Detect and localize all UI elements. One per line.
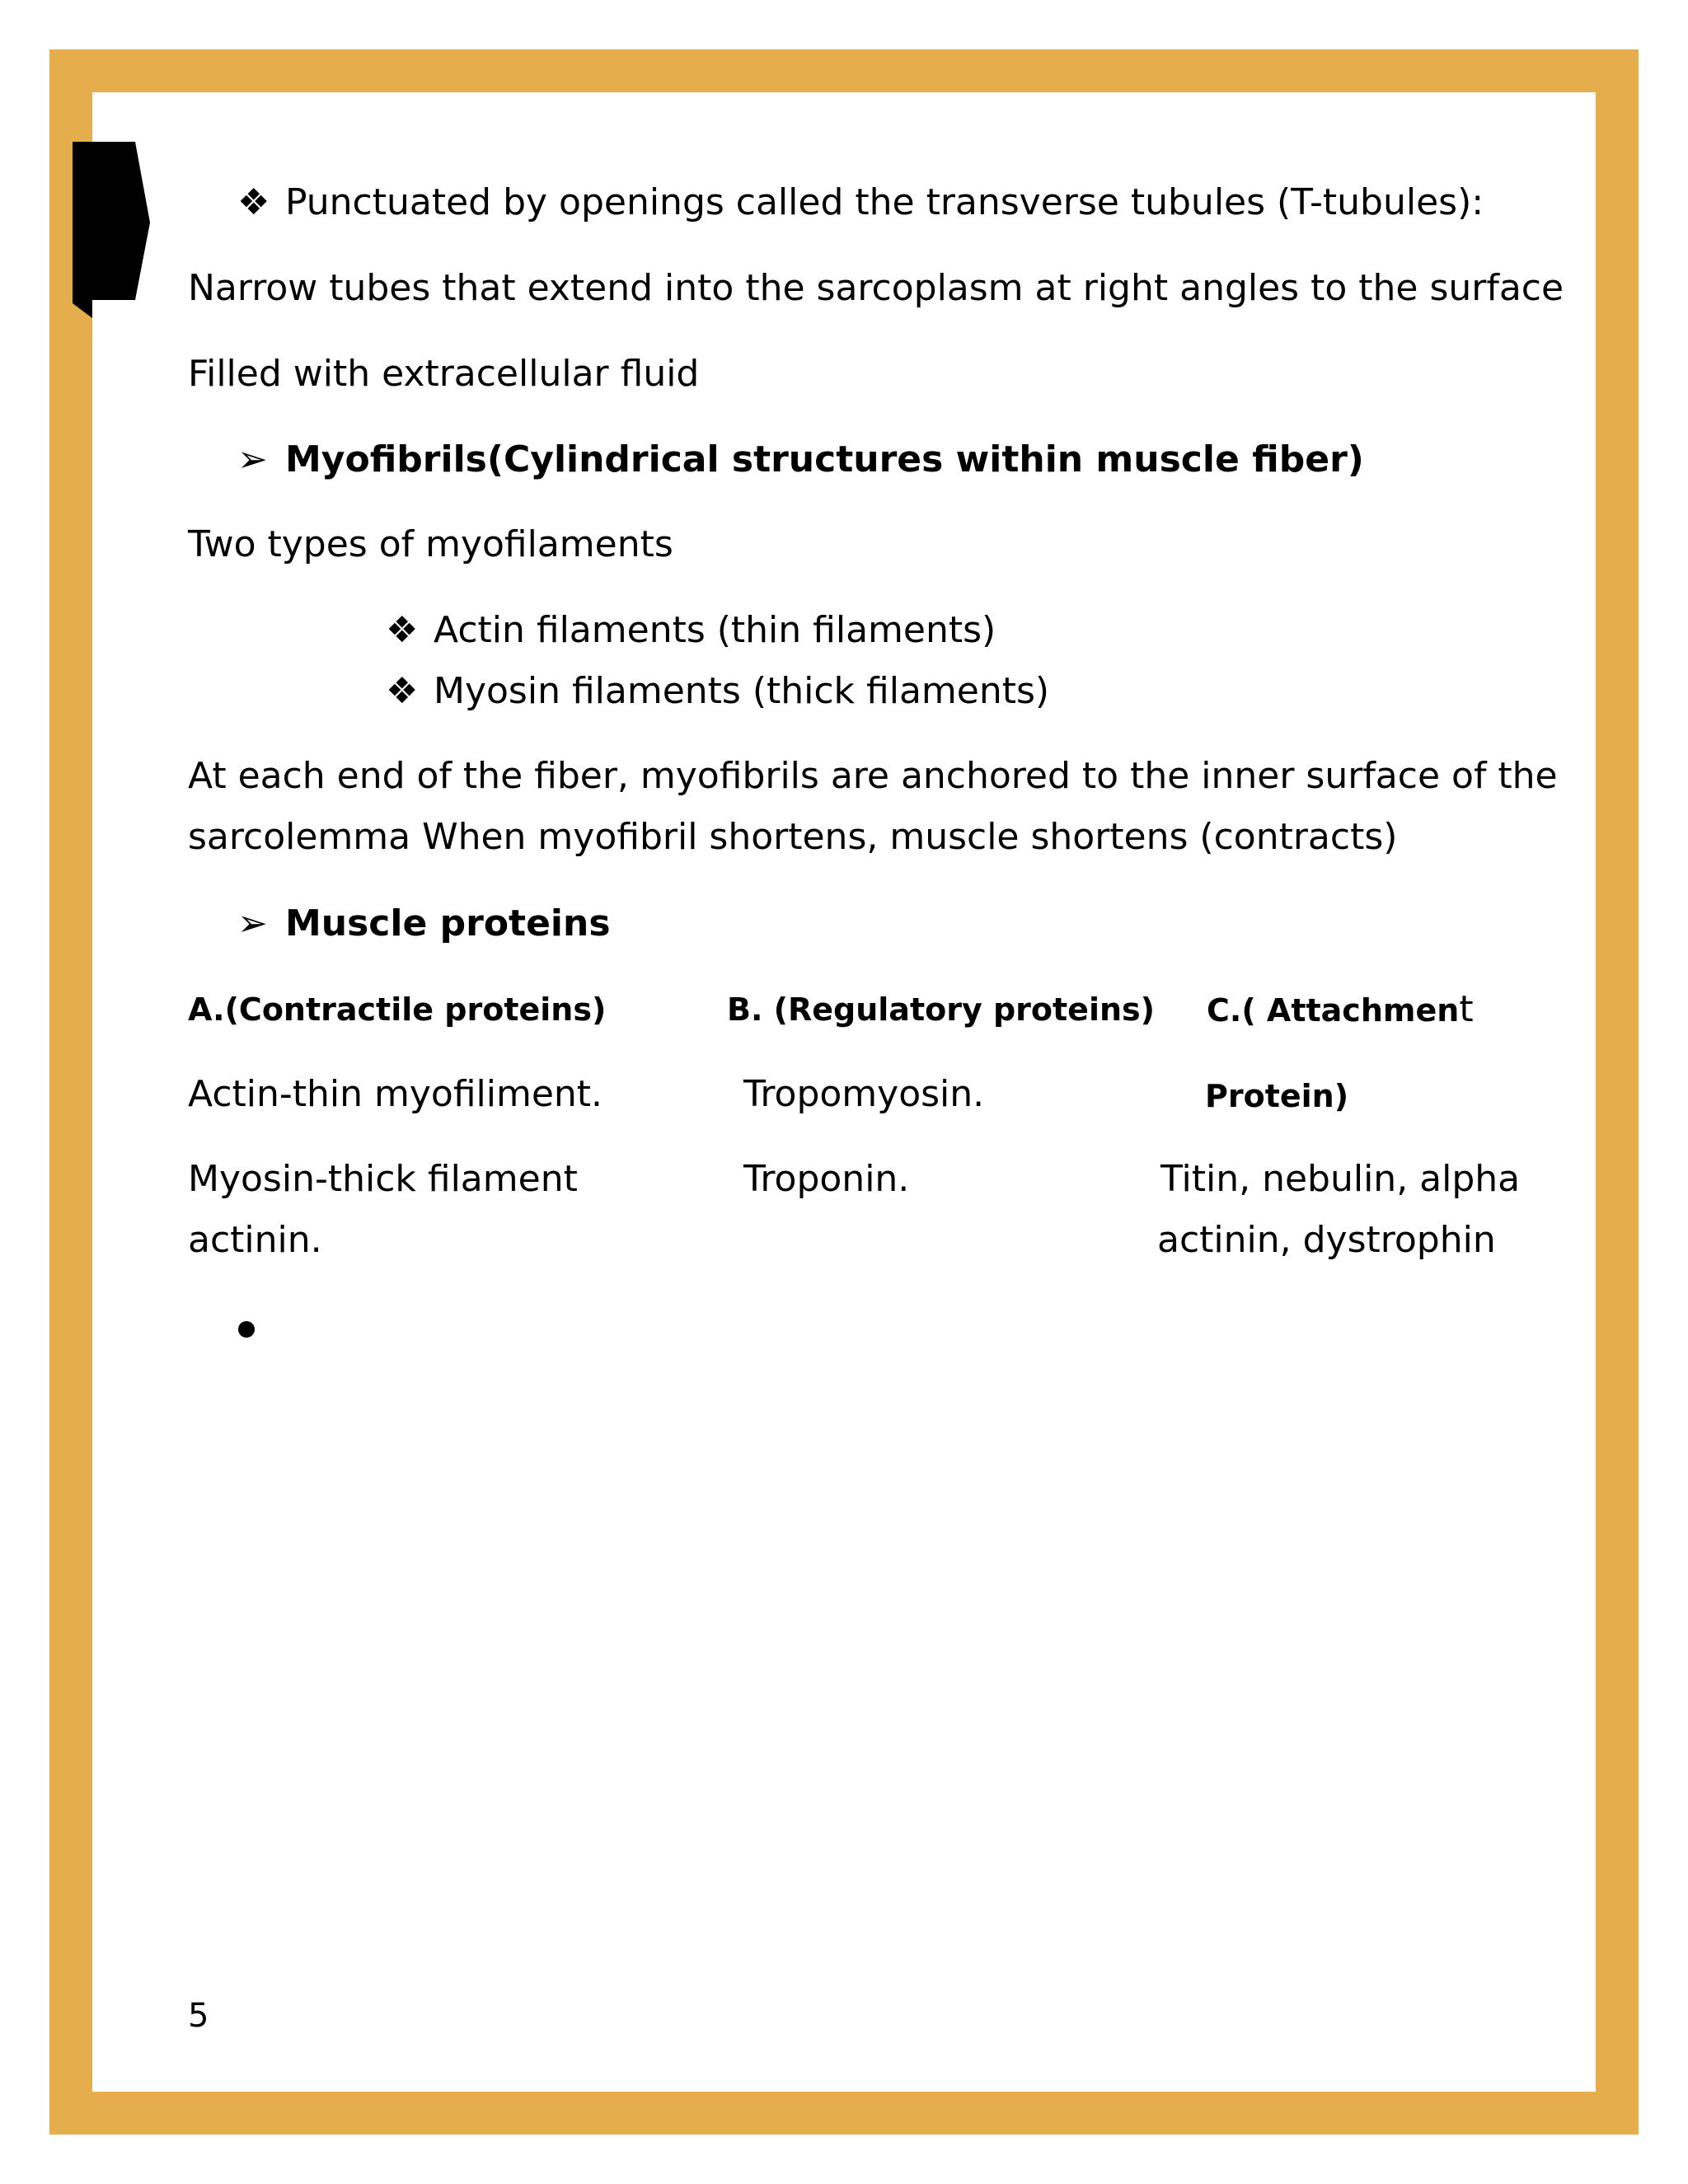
troponin-text: Troponin. xyxy=(743,1158,910,1200)
t-tubules-heading: ❖ Punctuated by openings called the transverse tubules (T-tubules): xyxy=(237,180,1484,226)
filled-fluid-text: Filled with extracellular fluid xyxy=(188,353,700,395)
arrow-bullet-icon: ➢ xyxy=(237,438,268,480)
myosin-filaments-item: ❖ Myosin filaments (thick filaments) xyxy=(386,668,1049,715)
page-tab-marker xyxy=(73,142,150,318)
anchored-paragraph-line2: sarcolemma When myofibril shortens, muscle shortens (contracts) xyxy=(188,816,1398,858)
tropomyosin-text: Tropomyosin. xyxy=(743,1073,985,1115)
muscle-proteins-heading: ➢ Muscle proteins xyxy=(237,901,611,947)
two-types-text: Two types of myofilaments xyxy=(188,523,673,565)
actinin-dystrophin-text: actinin, dystrophin xyxy=(1157,1219,1496,1261)
diamond-bullet-icon: ❖ xyxy=(237,181,270,223)
diamond-bullet-icon: ❖ xyxy=(386,609,419,651)
arrow-bullet-icon: ➢ xyxy=(237,902,268,944)
attachment-proteins-heading: C.( Attachment xyxy=(1207,988,1474,1030)
actin-filaments-item: ❖ Actin filaments (thin filaments) xyxy=(386,607,996,654)
myofibrils-heading: ➢ Myofibrils(Cylindrical structures within muscle fiber) xyxy=(237,437,1364,483)
empty-bullet-dot xyxy=(238,1321,255,1338)
actinin-text: actinin. xyxy=(188,1219,322,1261)
contractile-proteins-heading: A.(Contractile proteins) xyxy=(188,991,607,1028)
anchored-paragraph-line1: At each end of the fiber, myofibrils are anchored to the inner surface of the xyxy=(188,755,1558,797)
narrow-tubes-text: Narrow tubes that extend into the sarcoplasm at right angles to the surface xyxy=(188,267,1564,309)
diamond-bullet-icon: ❖ xyxy=(386,670,419,712)
regulatory-proteins-heading: B. (Regulatory proteins) xyxy=(727,991,1156,1028)
actin-thin-text: Actin-thin myofiliment. xyxy=(188,1073,603,1115)
attachment-heading-line2: Protein) xyxy=(1205,1078,1349,1114)
page-number: 5 xyxy=(188,1997,209,2035)
myosin-thick-text: Myosin-thick filament xyxy=(188,1158,578,1200)
titin-nebulin-text: Titin, nebulin, alpha xyxy=(1160,1158,1521,1200)
